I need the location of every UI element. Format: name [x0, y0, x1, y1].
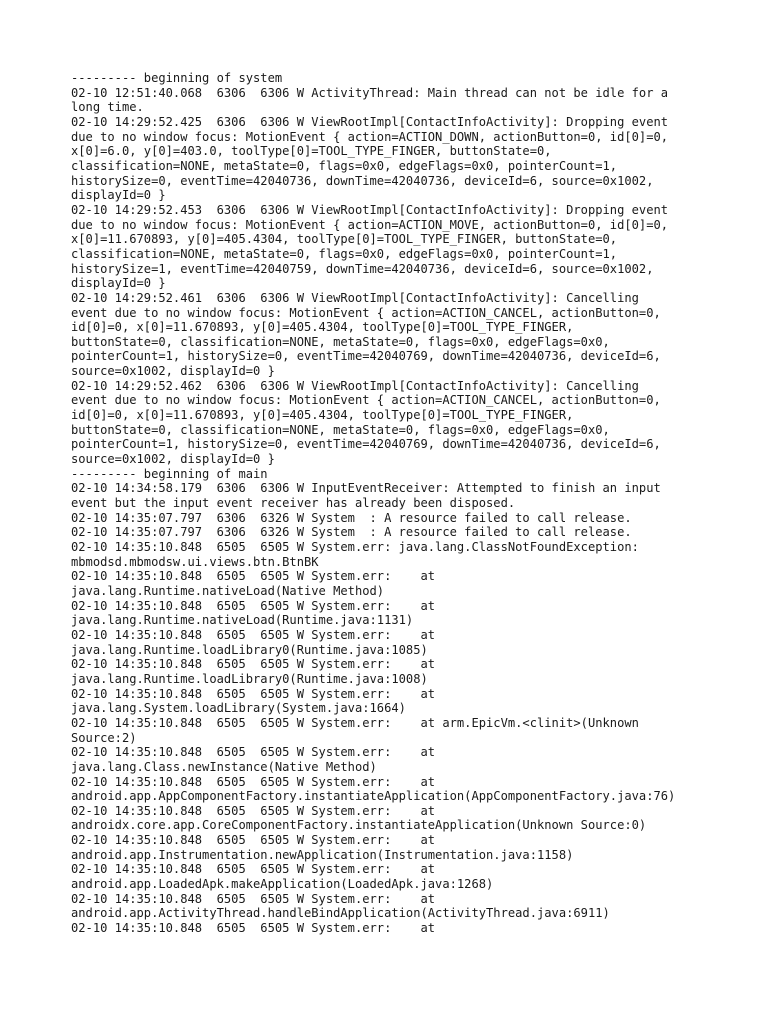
log-line: historySize=1, eventTime=42040759, downTime=42040736, deviceId=6, source=0x1002,: [71, 261, 654, 276]
log-line: android.app.ActivityThread.handleBindApplication(ActivityThread.java:6911): [71, 906, 610, 921]
log-line: android.app.LoadedApk.makeApplication(LoadedApk.java:1268): [71, 877, 494, 892]
log-line: Source:2): [71, 730, 137, 745]
log-line: 02-10 14:29:52.425 6306 6306 W ViewRootImpl[ContactInfoActivity]: Dropping event: [71, 114, 669, 129]
log-line: android.app.AppComponentFactory.instantiateApplication(AppComponentFactory.java:76): [71, 789, 676, 804]
log-line: 02-10 14:34:58.179 6306 6306 W InputEventReceiver: Attempted to finish an input: [71, 481, 661, 496]
log-line: displayId=0 }: [71, 276, 166, 291]
log-line: id[0]=0, x[0]=11.670893, y[0]=405.4304, toolType[0]=TOOL_TYPE_FINGER,: [71, 408, 574, 423]
log-line: displayId=0 }: [71, 188, 166, 203]
log-line: historySize=0, eventTime=42040736, downTime=42040736, deviceId=6, source=0x1002,: [71, 173, 654, 188]
log-line: 02-10 14:35:10.848 6505 6505 W System.err: at: [71, 686, 436, 701]
log-line: 02-10 12:51:40.068 6306 6306 W ActivityThread: Main thread can not be idle for a: [71, 85, 669, 100]
log-line: source=0x1002, displayId=0 }: [71, 364, 275, 379]
log-line: android.app.Instrumentation.newApplication(Instrumentation.java:1158): [71, 847, 574, 862]
log-line: pointerCount=1, historySize=0, eventTime=42040769, downTime=42040736, deviceId=6,: [71, 437, 661, 452]
log-line: 02-10 14:35:10.848 6505 6505 W System.err: java.lang.ClassNotFoundException:: [71, 540, 639, 554]
log-line: x[0]=6.0, y[0]=403.0, toolType[0]=TOOL_TYPE_FINGER, buttonState=0,: [71, 144, 552, 159]
log-line: classification=NONE, metaState=0, flags=0x0, edgeFlags=0x0, pointerCount=1,: [71, 158, 618, 173]
log-line: due to no window focus: MotionEvent { action=ACTION_MOVE, actionButton=0, id[0]=0,: [71, 217, 669, 232]
log-line: 02-10 14:35:10.848 6505 6505 W System.err: at: [71, 598, 436, 613]
log-line: mbmodsd.mbmodsw.ui.views.btn.BtnBK: [71, 554, 319, 569]
log-line: 02-10 14:35:10.848 6505 6505 W System.err: at arm.EpicVm.<clinit>(Unknown: [71, 715, 639, 730]
log-line: due to no window focus: MotionEvent { action=ACTION_DOWN, actionButton=0, id[0]=0,: [71, 129, 669, 144]
log-line: buttonState=0, classification=NONE, metaState=0, flags=0x0, edgeFlags=0x0,: [71, 422, 610, 437]
log-line: id[0]=0, x[0]=11.670893, y[0]=405.4304, toolType[0]=TOOL_TYPE_FINGER,: [71, 320, 574, 335]
log-line: --------- beginning of main: [71, 466, 268, 481]
log-line: 02-10 14:35:10.848 6505 6505 W System.err: at: [71, 657, 436, 672]
log-line: 02-10 14:35:10.848 6505 6505 W System.err: at: [71, 862, 436, 877]
log-line: 02-10 14:35:10.848 6505 6505 W System.err: at: [71, 891, 436, 906]
log-line: 02-10 14:29:52.461 6306 6306 W ViewRootImpl[ContactInfoActivity]: Cancelling: [71, 290, 639, 305]
log-line: --------- beginning of system: [71, 71, 283, 85]
log-line: 02-10 14:35:10.848 6505 6505 W System.err: at: [71, 921, 436, 936]
log-line: 02-10 14:35:07.797 6306 6326 W System : A resource failed to call release.: [71, 510, 632, 525]
log-line: event due to no window focus: MotionEvent { action=ACTION_CANCEL, actionButton=0,: [71, 305, 661, 320]
log-line: source=0x1002, displayId=0 }: [71, 452, 275, 467]
log-line: java.lang.Runtime.nativeLoad(Runtime.java:1131): [71, 613, 414, 628]
log-line: 02-10 14:35:10.848 6505 6505 W System.err: at: [71, 745, 436, 760]
log-line: event but the input event receiver has already been disposed.: [71, 496, 516, 511]
log-line: java.lang.System.loadLibrary(System.java:1664): [71, 701, 406, 716]
log-line: java.lang.Runtime.loadLibrary0(Runtime.java:1085): [71, 642, 428, 657]
log-line: long time.: [71, 100, 144, 115]
log-line: 02-10 14:35:10.848 6505 6505 W System.err: at: [71, 803, 436, 818]
log-line: 02-10 14:29:52.462 6306 6306 W ViewRootImpl[ContactInfoActivity]: Cancelling: [71, 378, 639, 393]
log-line: 02-10 14:29:52.453 6306 6306 W ViewRootImpl[ContactInfoActivity]: Dropping event: [71, 202, 669, 217]
log-line: classification=NONE, metaState=0, flags=0x0, edgeFlags=0x0, pointerCount=1,: [71, 246, 618, 261]
log-line: 02-10 14:35:10.848 6505 6505 W System.err: at: [71, 627, 436, 642]
log-line: androidx.core.app.CoreComponentFactory.instantiateApplication(Unknown Source:0): [71, 818, 647, 833]
log-line: 02-10 14:35:10.848 6505 6505 W System.err: at: [71, 774, 436, 789]
log-line: 02-10 14:35:10.848 6505 6505 W System.err: at: [71, 833, 436, 848]
log-line: x[0]=11.670893, y[0]=405.4304, toolType[0]=TOOL_TYPE_FINGER, buttonState=0,: [71, 232, 618, 247]
log-line: buttonState=0, classification=NONE, metaState=0, flags=0x0, edgeFlags=0x0,: [71, 334, 610, 349]
log-line: java.lang.Runtime.nativeLoad(Native Method): [71, 583, 385, 598]
log-line: 02-10 14:35:07.797 6306 6326 W System : A resource failed to call release.: [71, 525, 632, 540]
log-line: 02-10 14:35:10.848 6505 6505 W System.err: at: [71, 569, 436, 584]
log-line: event due to no window focus: MotionEvent { action=ACTION_CANCEL, actionButton=0,: [71, 393, 661, 408]
log-line: pointerCount=1, historySize=0, eventTime=42040769, downTime=42040736, deviceId=6,: [71, 349, 661, 364]
log-line: java.lang.Class.newInstance(Native Method): [71, 759, 377, 774]
log-line: java.lang.Runtime.loadLibrary0(Runtime.java:1008): [71, 671, 428, 686]
log-text: [71, 71, 711, 936]
